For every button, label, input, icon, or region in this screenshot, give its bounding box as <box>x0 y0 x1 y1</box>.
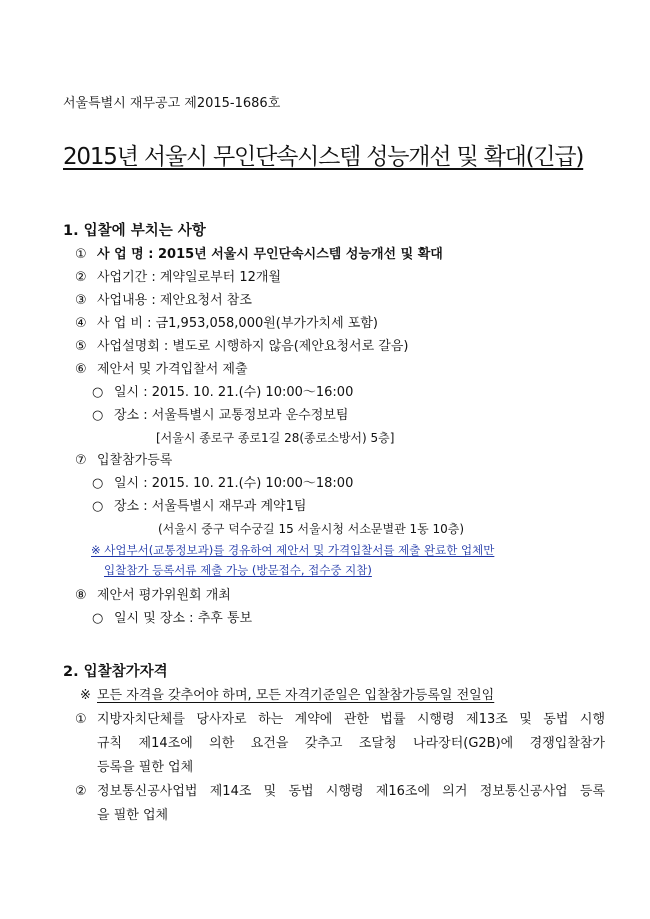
qualification-2-line-1: 정보통신공사업법 제14조 및 동법 시행령 제16조에 의거 정보통신공사업 등록 <box>97 784 605 799</box>
qualification-2-num: ② <box>75 784 87 799</box>
item-7-date: 일시 : 2015. 10. 21.(수) 10:00～18:00 <box>114 476 354 491</box>
section-1-heading: 1. 입찰에 부치는 사항 <box>63 223 206 239</box>
item-5: 사업설명회 : 별도로 시행하지 않음(제안요청서로 갈음) <box>97 339 409 354</box>
qualification-1-line-2: 규칙 제14조에 의한 요건을 갖추고 조달청 나라장터(G2B)에 경쟁입찰참가 <box>97 736 605 751</box>
bullet-icon: ○ <box>92 611 104 626</box>
item-6-place: 장소 : 서울특별시 교통정보과 운수정보팀 <box>114 408 349 423</box>
item-4-num: ④ <box>75 316 87 331</box>
item-1-label: 사 업 명 : <box>97 247 158 262</box>
item-7-note-line-1: ※ 사업부서(교통정보과)를 경유하여 제안서 및 가격입찰서를 제출 완료한 업체만 <box>91 543 495 557</box>
item-1 <box>97 247 443 263</box>
item-6-num: ⑥ <box>75 362 87 377</box>
item-4: 사 업 비 : 금1,953,058,000원(부가가치세 포함) <box>97 316 378 331</box>
item-5-num: ⑤ <box>75 339 87 354</box>
item-8-schedule: 일시 및 장소 : 추후 통보 <box>114 611 253 626</box>
item-8-num: ⑧ <box>75 588 87 603</box>
item-7-num: ⑦ <box>75 453 87 468</box>
item-6-address: [서울시 종로구 종로1길 28(종로소방서) 5층] <box>156 431 395 445</box>
notice-number: 서울특별시 재무공고 제2015-1686호 <box>63 96 281 111</box>
qualification-note: 모든 자격을 갖추어야 하며, 모든 자격기준일은 입찰참가등록일 전일임 <box>97 688 495 703</box>
item-6: 제안서 및 가격입찰서 제출 <box>97 362 248 377</box>
bullet-icon: ○ <box>92 499 104 514</box>
item-6-date: 일시 : 2015. 10. 21.(수) 10:00～16:00 <box>114 385 354 400</box>
item-2-num: ② <box>75 270 87 285</box>
section-2-heading: 2. 입찰참가자격 <box>63 664 168 680</box>
item-8: 제안서 평가위원회 개최 <box>97 588 231 603</box>
item-3: 사업내용 : 제안요청서 참조 <box>97 293 252 308</box>
bullet-icon: ○ <box>92 385 104 400</box>
item-7: 입찰참가등록 <box>97 453 173 468</box>
qualification-1-line-1: 지방자치단체를 당사자로 하는 계약에 관한 법률 시행령 제13조 및 동법 시행 <box>97 712 605 727</box>
item-1-num: ① <box>75 247 87 262</box>
item-1-value: 2015년 서울시 무인단속시스템 성능개선 및 확대 <box>157 247 443 262</box>
item-3-num: ③ <box>75 293 87 308</box>
note-mark-icon: ※ <box>80 688 91 703</box>
item-7-place: 장소 : 서울특별시 재무과 계약1팀 <box>114 499 307 514</box>
qualification-1-line-3: 등록을 필한 업체 <box>97 760 194 775</box>
page-title: 2015년 서울시 무인단속시스템 성능개선 및 확대(긴급) <box>63 144 584 170</box>
qualification-2-line-2: 을 필한 업체 <box>97 808 169 823</box>
qualification-1-num: ① <box>75 712 87 727</box>
bullet-icon: ○ <box>92 408 104 423</box>
item-7-note-line-2: 입찰참가 등록서류 제출 가능 (방문접수, 접수중 지참) <box>104 563 372 577</box>
item-7-address: (서울시 중구 덕수궁길 15 서울시청 서소문별관 1동 10층) <box>158 522 465 536</box>
item-2: 사업기간 : 계약일로부터 12개월 <box>97 270 282 285</box>
bullet-icon: ○ <box>92 476 104 491</box>
